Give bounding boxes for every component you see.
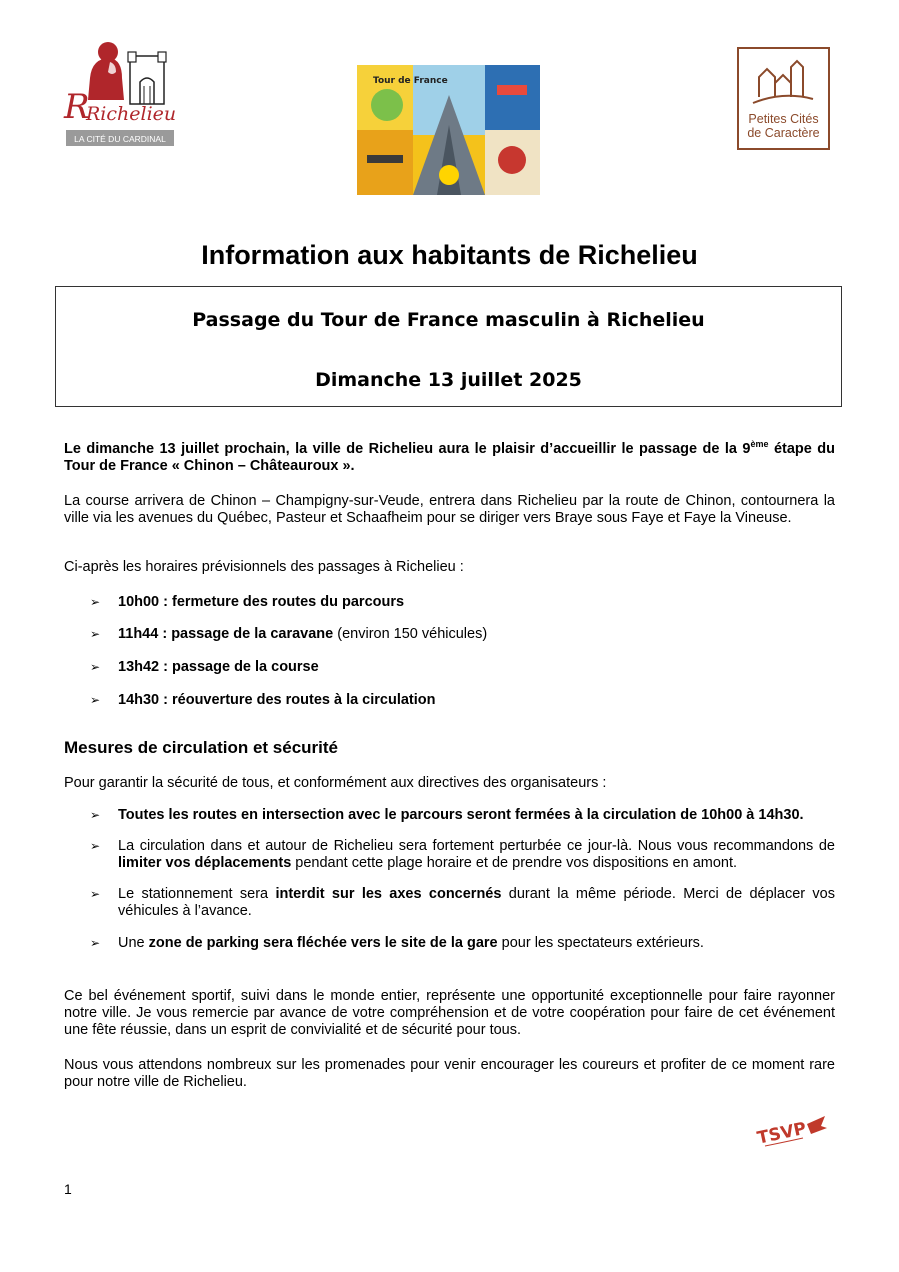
- arrow-bullet-icon: ➢: [90, 595, 101, 609]
- logo-cite-text: LA CITÉ DU CARDINAL: [74, 134, 166, 144]
- measure-item: ➢ Une zone de parking sera fléchée vers le site de la gare pour les spectateurs extérieurs.: [90, 935, 704, 951]
- measure-item: ➢ Le stationnement sera interdit sur les axes concernés durant la même période. Merci de déplacer vos véhicules à l’avance.: [90, 886, 835, 919]
- arrow-bullet-icon: ➢: [90, 660, 101, 674]
- poster-caption: Tour de France: [373, 76, 448, 86]
- petites-cites-logo: [737, 47, 830, 150]
- intro-superscript: ème: [750, 439, 769, 450]
- page-number: 1: [64, 1181, 72, 1197]
- tour-de-france-poster: [357, 65, 540, 195]
- title-box: [55, 286, 842, 407]
- closing-paragraph: Ce bel événement sportif, suivi dans le monde entier, représente une opportunité exceptionnelle pour faire rayonner notre ville. Je vous remercie par avance de votre compréhension et de votre coopération pour faire de cet événement une fête réussie, dans un esprit de convivialité et de sécurité pour tous.: [64, 988, 835, 1038]
- box-date: Dimanche 13 juillet 2025: [315, 369, 582, 391]
- measure-item: ➢ La circulation dans et autour de Richelieu sera fortement perturbée ce jour-là. Nous vous recommandons de limiter vos déplacements pendant cette plage horaire et de prendre vos dispositions en amont.: [90, 838, 835, 871]
- arrow-bullet-icon: ➢: [90, 936, 101, 950]
- arrow-bullet-icon: ➢: [90, 808, 101, 822]
- arrow-bullet-icon: ➢: [90, 627, 101, 641]
- course-paragraph: La course arrivera de Chinon – Champigny-sur-Veude, entrera dans Richelieu par la route de Chinon, contournera la ville via les avenues du Québec, Pasteur et Schaafheim pour se diriger vers Braye sous Faye et Faye la Vineuse.: [64, 493, 835, 526]
- page-title: Information aux habitants de Richelieu: [201, 240, 698, 270]
- richelieu-logo: [60, 38, 175, 150]
- tsvp-stamp: [755, 1108, 830, 1153]
- section-heading: Mesures de circulation et sécurité: [64, 738, 338, 757]
- arrow-bullet-icon: ➢: [90, 693, 101, 707]
- measure-item: ➢ Toutes les routes en intersection avec le parcours seront fermées à la circulation de 10h00 à 14h30.: [90, 807, 804, 823]
- schedule-intro: Ci-après les horaires prévisionnels des passages à Richelieu :: [64, 559, 464, 575]
- logo-r-letter: R: [64, 87, 90, 127]
- arrow-bullet-icon: ➢: [90, 839, 101, 853]
- arrow-bullet-icon: ➢: [90, 887, 101, 901]
- intro-paragraph: Le dimanche 13 juillet prochain, la ville de Richelieu aura le plaisir d’accueillir le passage de la 9ème étape du Tour de France « Chinon – Châteauroux ».: [64, 439, 835, 474]
- logo-petites-cites-line1: Petites Cités: [748, 112, 819, 126]
- closing-paragraph: Nous vous attendons nombreux sur les promenades pour venir encourager les coureurs et profiter de ce moment rare pour notre ville de Richelieu.: [64, 1057, 835, 1090]
- logo-petites-cites-line2: de Caractère: [747, 126, 820, 140]
- measures-intro: Pour garantir la sécurité de tous, et conformément aux directives des organisateurs :: [64, 775, 607, 791]
- box-subtitle: Passage du Tour de France masculin à Richelieu: [192, 309, 705, 331]
- logo-richelieu-text: Richelieu: [86, 103, 175, 125]
- tsvp-text: TSVP: [755, 1118, 809, 1149]
